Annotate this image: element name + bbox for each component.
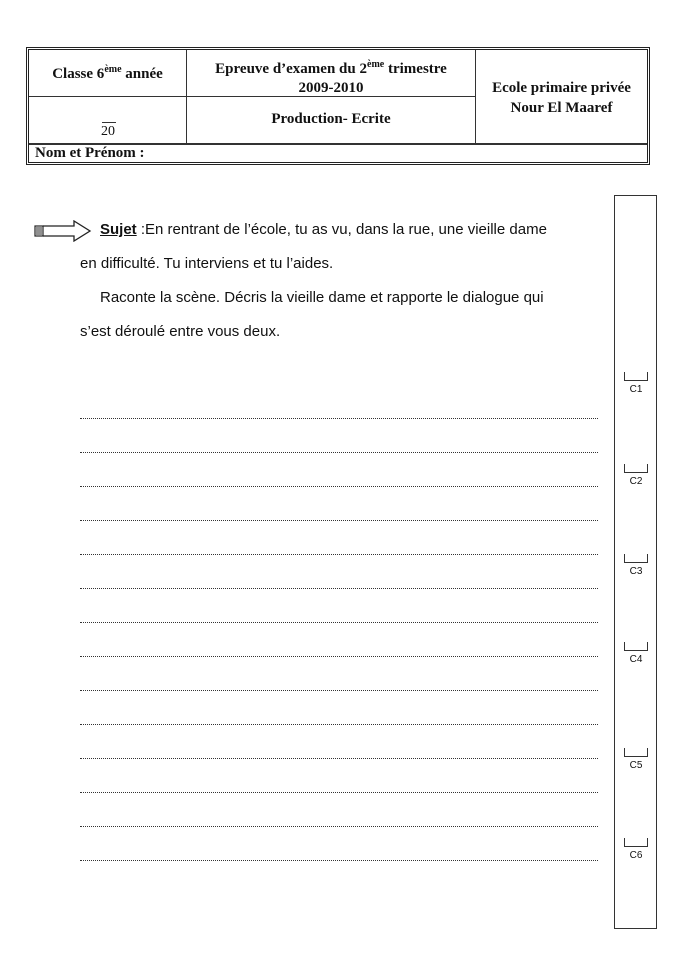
assignment-line-1: Sujet :En rentrant de l’école, tu as vu, dans la rue, une vieille dame: [100, 221, 547, 238]
class-cell: [29, 50, 187, 97]
criterion-c1: C1: [621, 372, 651, 395]
score-bracket[interactable]: [624, 464, 648, 473]
answer-line[interactable]: [80, 622, 598, 623]
answer-line[interactable]: [80, 452, 598, 453]
subject-title: Production- Ecrite: [271, 111, 391, 127]
assignment-line-4: s’est déroulé entre vous deux.: [80, 323, 281, 340]
answer-line[interactable]: [80, 758, 598, 759]
score-bracket[interactable]: [624, 554, 648, 563]
answer-line[interactable]: [80, 860, 598, 861]
exam-title-cell: [187, 50, 476, 97]
criterion-c2: C2: [621, 464, 651, 487]
answer-line[interactable]: [80, 656, 598, 657]
school-name: Nour El Maaref: [510, 100, 613, 116]
sujet-label: Sujet: [100, 221, 137, 238]
grade-cell: [29, 97, 187, 143]
answer-line[interactable]: [80, 520, 598, 521]
exam-title: Epreuve d’examen du 2ème trimestre: [215, 59, 447, 77]
exam-year: 2009-2010: [298, 80, 364, 96]
score-bracket[interactable]: [624, 372, 648, 381]
answer-line[interactable]: [80, 554, 598, 555]
name-label: Nom et Prénom :: [35, 145, 145, 161]
answer-lines: [80, 418, 598, 894]
answer-line[interactable]: [80, 690, 598, 691]
assignment-line-3: Raconte la scène. Décris la vieille dame et rapporte le dialogue qui: [100, 289, 544, 306]
school-type: Ecole primaire privée: [492, 80, 631, 96]
answer-line[interactable]: [80, 724, 598, 725]
criteria-margin-box: [614, 195, 657, 929]
score-bracket[interactable]: [624, 748, 648, 757]
grade-blank: [102, 122, 116, 123]
school-cell: [476, 50, 647, 143]
answer-line[interactable]: [80, 826, 598, 827]
name-field: [29, 143, 647, 162]
class-label: Classe 6ème année: [52, 63, 163, 82]
subject-cell: [187, 97, 476, 143]
grade-denominator: 20: [101, 124, 115, 139]
assignment-line-2: en difficulté. Tu interviens et tu l’aides.: [80, 255, 334, 272]
score-bracket[interactable]: [624, 838, 648, 847]
answer-line[interactable]: [80, 792, 598, 793]
criterion-c4: C4: [621, 642, 651, 665]
criterion-c3: C3: [621, 554, 651, 577]
assignment-text: [80, 213, 600, 349]
criterion-c6: C6: [621, 838, 651, 861]
answer-line[interactable]: [80, 486, 598, 487]
exam-header-table: [26, 47, 650, 165]
criterion-c5: C5: [621, 748, 651, 771]
answer-line[interactable]: [80, 588, 598, 589]
score-bracket[interactable]: [624, 642, 648, 651]
answer-line[interactable]: [80, 418, 598, 419]
